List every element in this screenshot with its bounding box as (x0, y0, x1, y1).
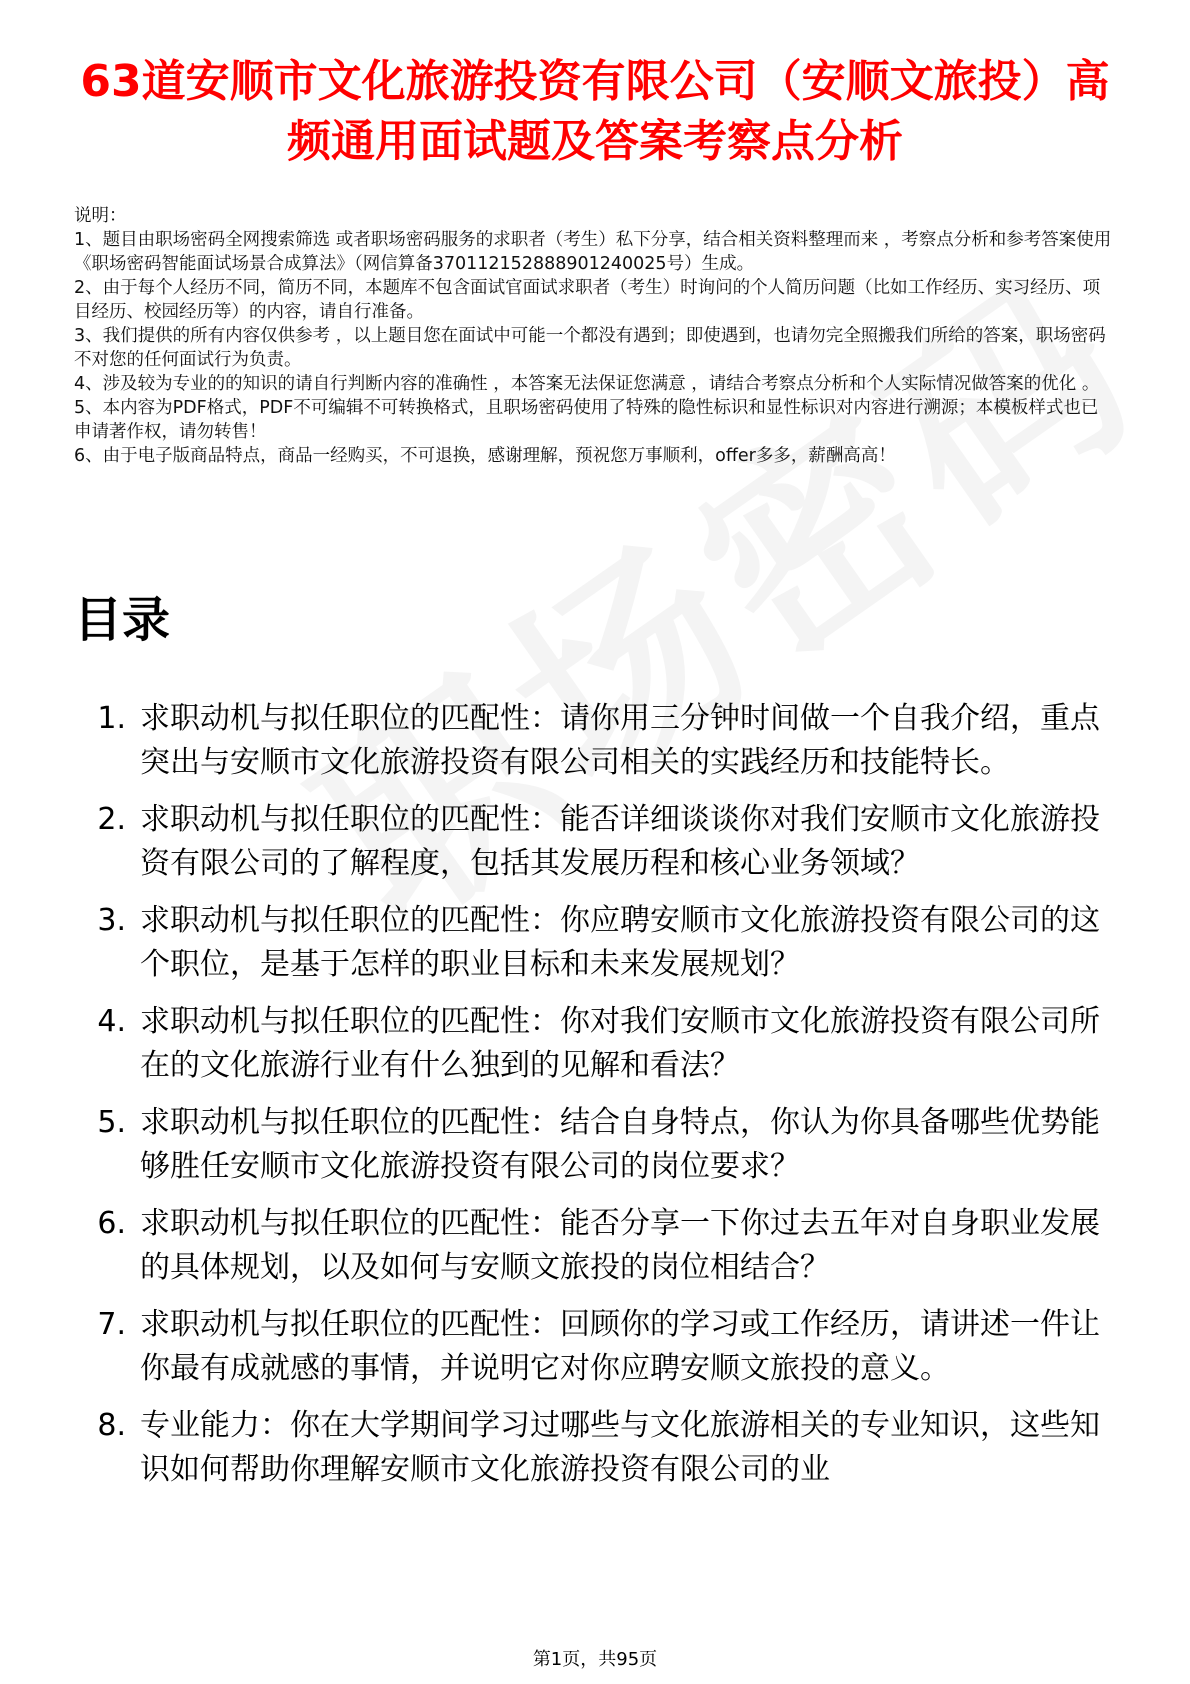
toc-item[interactable] (74, 798, 1114, 886)
toc-item[interactable] (74, 899, 1114, 987)
toc-heading: 目录 (74, 592, 171, 648)
notes-section (74, 204, 1114, 468)
note-item: 5、本内容为PDF格式，PDF不可编辑不可转换格式，且职场密码使用了特殊的隐性标识和显性标识对内容进行溯源；本模板样式也已申请著作权，请勿转售！ (74, 398, 1099, 442)
note-item: 1、题目由职场密码全网搜索筛选 或者职场密码服务的求职者（考生）私下分享，结合相关资料整理而来 ，考察点分析和参考答案使用《职场密码智能面试场景合成算法》（网信算备370112152888901240025号）生成。 (74, 230, 1112, 274)
toc-item-text: 求职动机与拟任职位的匹配性：结合自身特点，你认为你具备哪些优势能够胜任安顺市文化旅游投资有限公司的岗位要求？ (140, 1105, 1100, 1184)
toc-item-number: 8. (97, 1408, 126, 1443)
notes-heading: 说明： (74, 206, 127, 226)
toc-item-text: 求职动机与拟任职位的匹配性：回顾你的学习或工作经历，请讲述一件让你最有成就感的事情，并说明它对你应聘安顺文旅投的意义。 (140, 1307, 1100, 1386)
toc-item-text: 求职动机与拟任职位的匹配性：能否分享一下你过去五年对自身职业发展的具体规划，以及如何与安顺文旅投的岗位相结合？ (140, 1206, 1100, 1285)
toc-item-text: 专业能力：你在大学期间学习过哪些与文化旅游相关的专业知识，这些知识如何帮助你理解安顺市文化旅游投资有限公司的业 (140, 1408, 1100, 1487)
note-item: 3、我们提供的所有内容仅供参考 ，以上题目您在面试中可能一个都没有遇到；即使遇到，也请勿完全照搬我们所给的答案，职场密码不对您的任何面试行为负责。 (74, 326, 1106, 370)
toc-item[interactable] (74, 1202, 1114, 1290)
toc-item-text: 求职动机与拟任职位的匹配性：你对我们安顺市文化旅游投资有限公司所在的文化旅游行业有什么独到的见解和看法？ (140, 1004, 1100, 1083)
toc-item-number: 1. (97, 701, 126, 736)
toc-item-text: 求职动机与拟任职位的匹配性：能否详细谈谈你对我们安顺市文化旅游投资有限公司的了解程度，包括其发展历程和核心业务领域？ (140, 802, 1100, 881)
page-number: 第1页，共95页 (532, 1649, 658, 1670)
toc-item[interactable] (74, 1000, 1114, 1088)
note-item: 4、涉及较为专业的的知识的请自行判断内容的准确性 ，本答案无法保证您满意 ，请结合考察点分析和个人实际情况做答案的优化 。 (74, 374, 1100, 394)
toc-item-number: 7. (97, 1307, 126, 1342)
table-of-contents (74, 697, 1114, 1505)
document-title: 63道安顺市文化旅游投资有限公司（安顺文旅投）高频通用面试题及答案考察点分析 (80, 56, 1110, 167)
note-item: 2、由于每个人经历不同，简历不同，本题库不包含面试官面试求职者（考生）时询问的个人简历问题（比如工作经历、实习经历、项目经历、校园经历等）的内容，请自行准备。 (74, 278, 1101, 322)
toc-item[interactable] (74, 1303, 1114, 1391)
toc-item-text: 求职动机与拟任职位的匹配性：请你用三分钟时间做一个自我介绍，重点突出与安顺市文化旅游投资有限公司相关的实践经历和技能特长。 (140, 701, 1100, 780)
toc-item-number: 6. (97, 1206, 126, 1241)
toc-item-number: 3. (97, 903, 126, 938)
toc-item[interactable] (74, 1404, 1114, 1492)
toc-item-text: 求职动机与拟任职位的匹配性：你应聘安顺市文化旅游投资有限公司的这个职位，是基于怎样的职业目标和未来发展规划？ (140, 903, 1100, 982)
toc-item[interactable] (74, 1101, 1114, 1189)
note-item: 6、由于电子版商品特点，商品一经购买，不可退换，感谢理解，预祝您万事顺利，offer多多，薪酬高高！ (74, 446, 896, 466)
toc-item-number: 5. (97, 1105, 126, 1140)
toc-item-number: 2. (97, 802, 126, 837)
toc-item-number: 4. (97, 1004, 126, 1039)
toc-item[interactable] (74, 697, 1114, 785)
